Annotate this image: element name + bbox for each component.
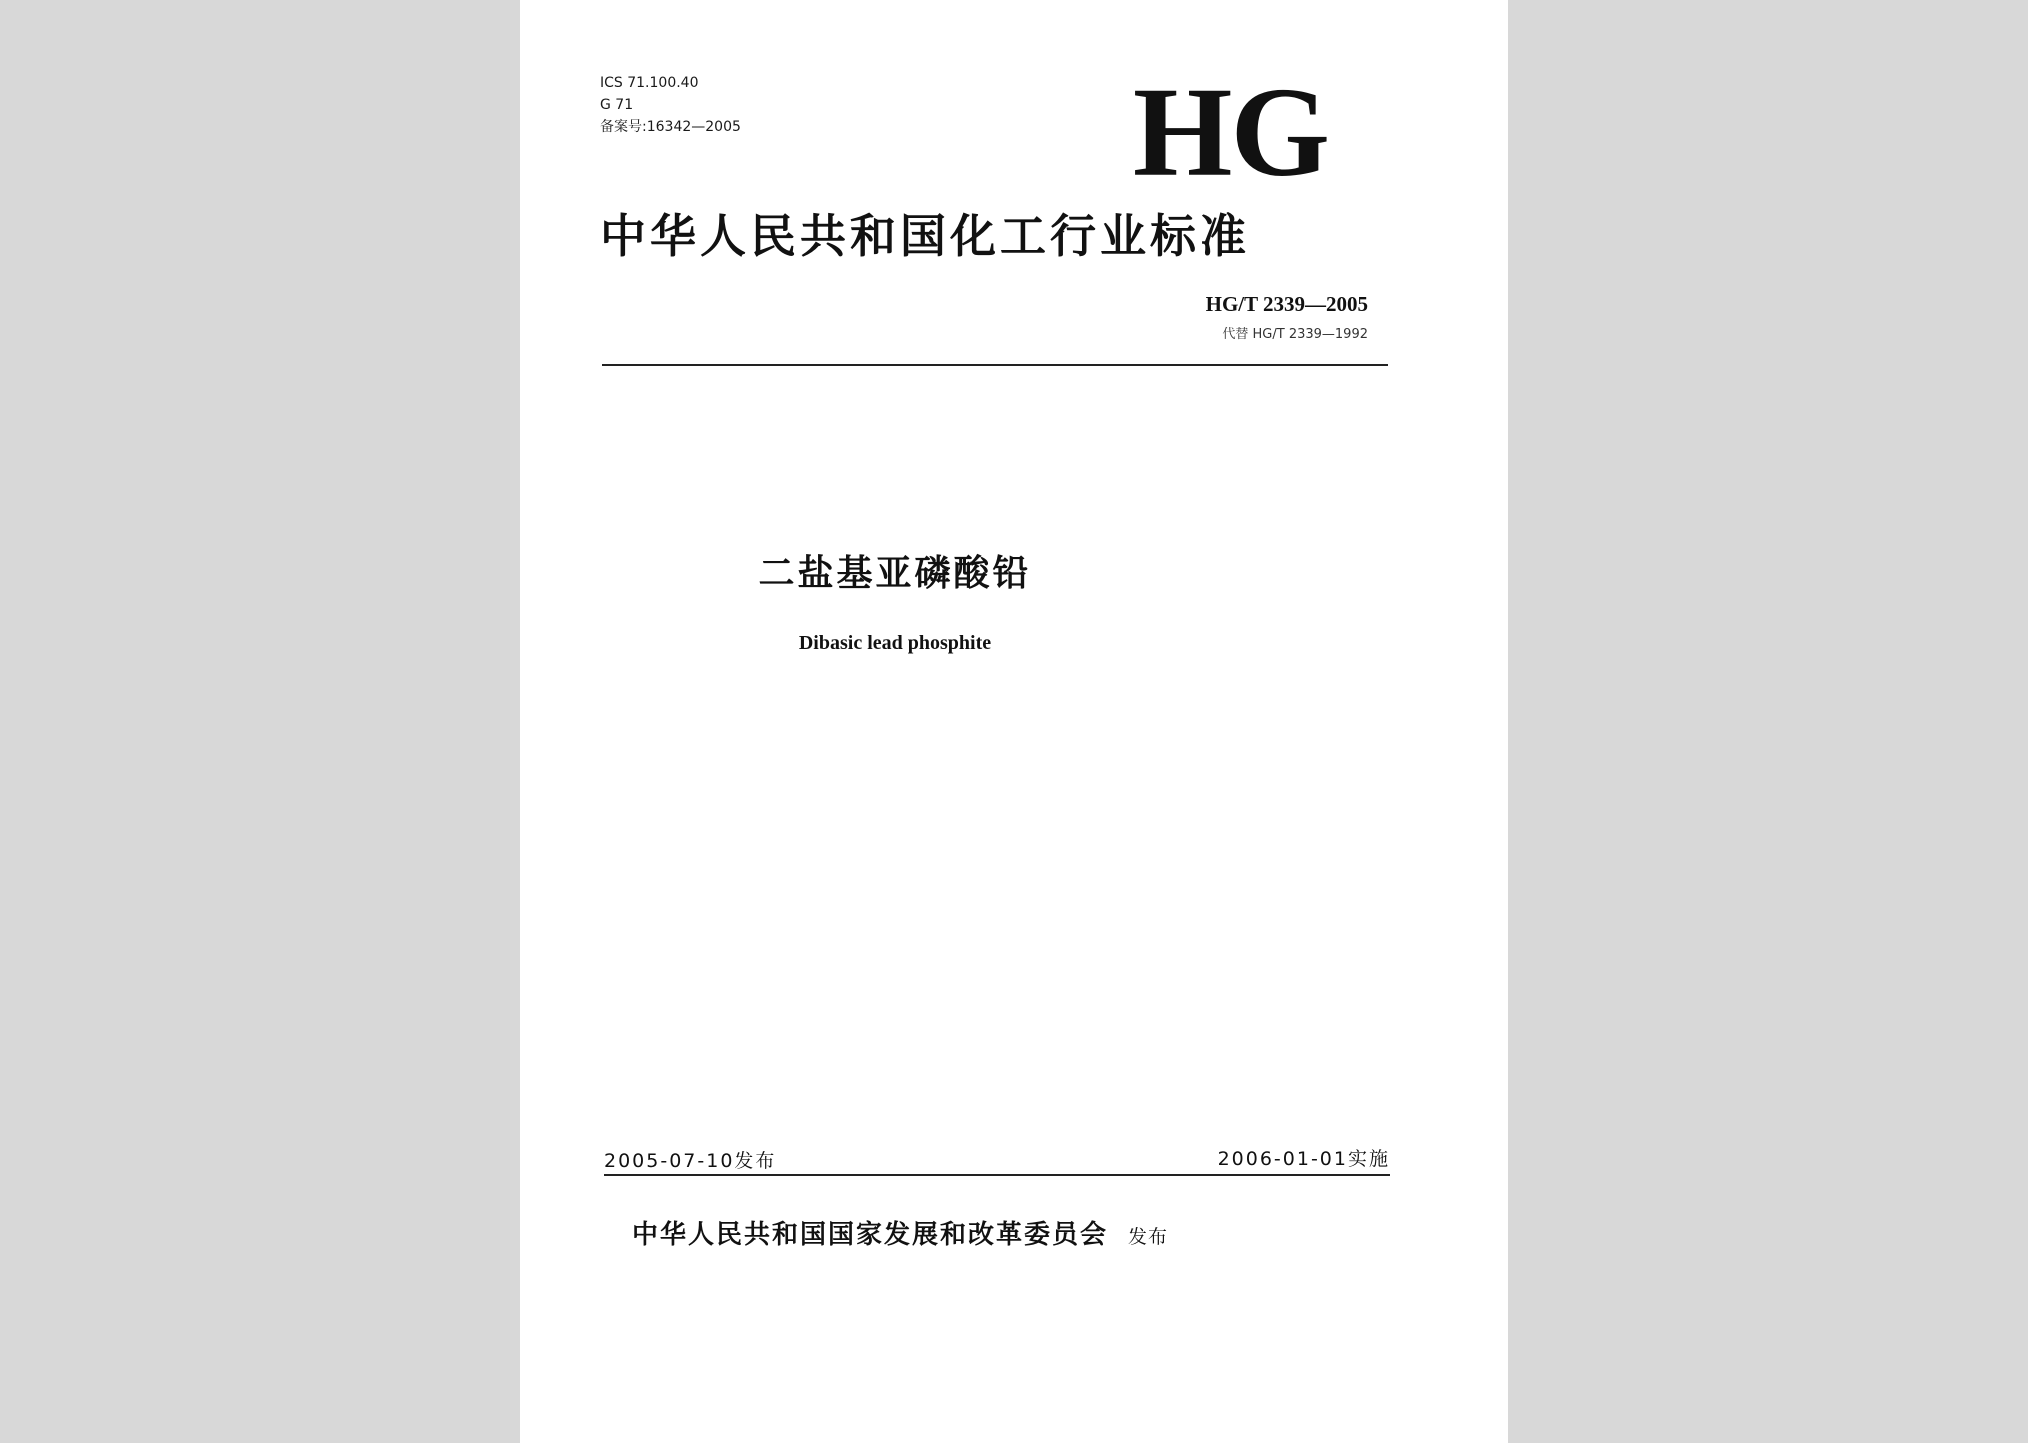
replaces-standard: 代替 HG/T 2339—1992 bbox=[1222, 327, 1368, 342]
issue-date bbox=[604, 1146, 776, 1173]
implementation-date-value: 2006-01-01 bbox=[1217, 1148, 1348, 1170]
ccs-code: G 71 bbox=[600, 97, 634, 113]
hg-logo: HG bbox=[1132, 61, 1328, 203]
document-title-english: Dibasic lead phosphite bbox=[798, 632, 992, 654]
standard-number: HG/T 2339—2005 bbox=[1205, 292, 1368, 316]
document-title-chinese: 二盐基亚磷酸铅 bbox=[758, 553, 1032, 594]
standard-category-title: 中华人民共和国化工行业标准 bbox=[600, 209, 1250, 263]
bottom-divider bbox=[604, 1174, 1390, 1176]
document-page bbox=[520, 0, 1508, 1443]
issue-date-value: 2005-07-10 bbox=[604, 1150, 735, 1172]
issue-date-label: 发布 bbox=[734, 1150, 777, 1172]
implementation-date-label: 实施 bbox=[1347, 1148, 1390, 1170]
top-divider bbox=[602, 364, 1388, 366]
record-number: 备案号:16342—2005 bbox=[600, 119, 741, 135]
classification-block bbox=[600, 72, 741, 138]
ics-code: ICS 71.100.40 bbox=[600, 75, 699, 91]
publisher-suffix: 发布 bbox=[1128, 1226, 1169, 1248]
publisher-name: 中华人民共和国国家发展和改革委员会 bbox=[632, 1220, 1109, 1250]
publisher bbox=[632, 1214, 1168, 1251]
implementation-date bbox=[1218, 1144, 1390, 1171]
